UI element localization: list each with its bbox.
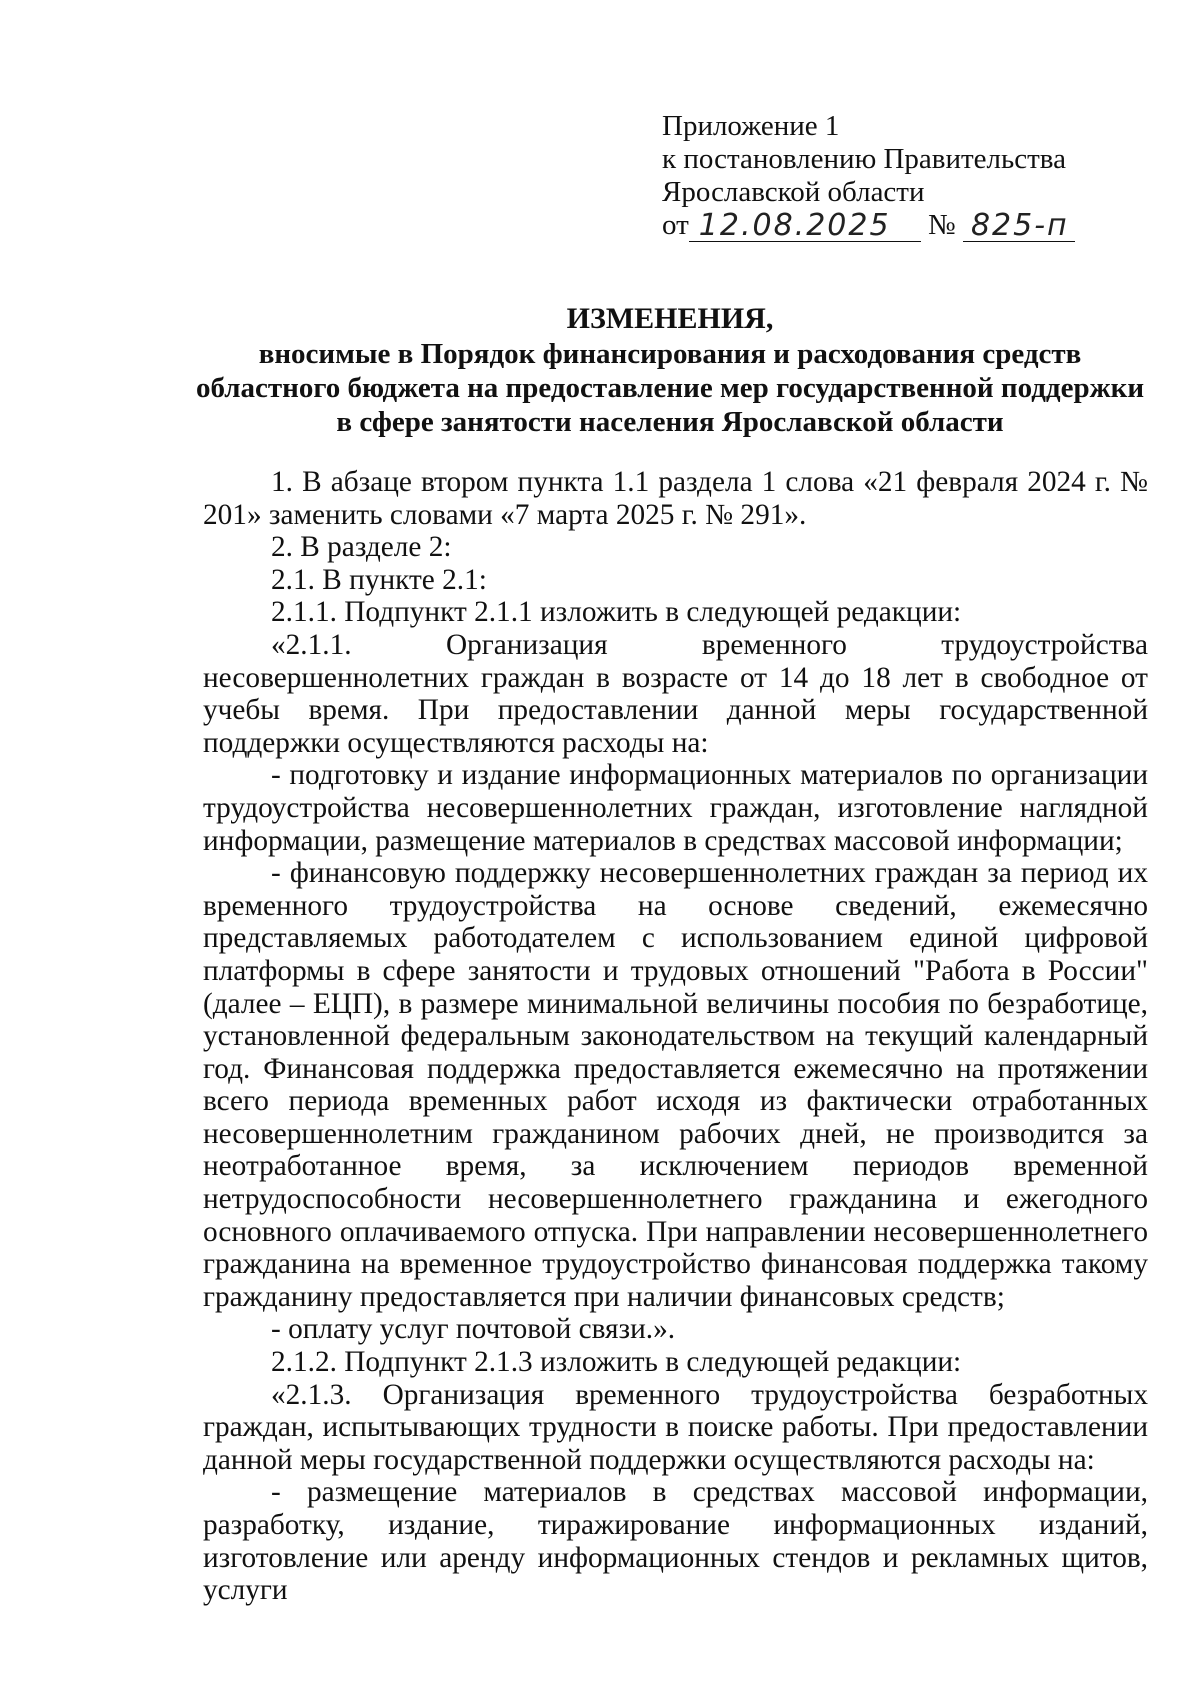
- document-body: [203, 466, 1148, 1607]
- appendix-block: [662, 110, 1122, 242]
- paragraph-1: 1. В абзаце втором пункта 1.1 раздела 1 слова «21 февраля 2024 г. № 201» заменить словами «7 марта 2025 г. № 291».: [203, 466, 1148, 531]
- paragraph-7: - финансовую поддержку несовершеннолетних граждан за период их временного трудоустройства на основе сведений, ежемесячно представляемых работодателем с использованием единой цифровой платформы в сфере занятости и трудовых отношений "Работа в России" (далее – ЕЦП), в размере минимальной величины пособия по безработице, установленной федеральным законодательством на текущий календарный год. Финансовая поддержка предоставляется ежемесячно на протяжении всего периода временных работ исходя из фактически отработанных несовершеннолетним гражданином рабочих дней, не производится за неотработанное время, за исключением периодов временной нетрудоспособности несовершеннолетнего гражданина и ежегодного основного оплачиваемого отпуска. При направлении несовершеннолетнего гражданина на временное трудоустройство финансовая поддержка такому гражданину предоставляется при наличии финансовых средств;: [203, 857, 1148, 1313]
- paragraph-4: 2.1.1. Подпункт 2.1.1 изложить в следующей редакции:: [271, 596, 962, 629]
- handwritten-number: 825-п: [963, 211, 1075, 242]
- paragraph-9: 2.1.2. Подпункт 2.1.3 изложить в следующей редакции:: [271, 1346, 962, 1379]
- appendix-line-2: к постановлению Правительства: [662, 143, 1066, 175]
- appendix-date-number-line: [662, 209, 1122, 242]
- title-line-3: в сфере занятости населения Ярославской области: [336, 406, 1004, 438]
- paragraph-6: - подготовку и издание информационных материалов по организации трудоустройства несовершеннолетних граждан, изготовление наглядной информации, размещение материалов в средствах массовой информации;: [203, 759, 1148, 857]
- date-prefix: от: [662, 209, 689, 241]
- document-title: [190, 302, 1150, 439]
- paragraph-2: 2. В разделе 2:: [271, 531, 452, 564]
- title-line-2: областного бюджета на предоставление мер государственной поддержки: [195, 372, 1145, 404]
- paragraph-5: «2.1.1. Организация временного трудоустройства несовершеннолетних граждан в возрасте от 14 до 18 лет в свободное от учебы время. При предоставлении данной меры государственной поддержки осуществляются расходы на:: [203, 628, 1148, 759]
- paragraph-8: - оплату услуг почтовой связи.».: [271, 1313, 676, 1346]
- paragraph-10: «2.1.3. Организация временного трудоустройства безработных граждан, испытывающих трудности в поиске работы. При предоставлении данной меры государственной поддержки осуществляются расходы на:: [203, 1378, 1148, 1476]
- paragraph-11: - размещение материалов в средствах массовой информации, разработку, издание, тиражирование информационных изданий, изготовление или аренду информационных стендов и рекламных щитов, услуги: [203, 1476, 1148, 1607]
- title-heading: ИЗМЕНЕНИЯ,: [566, 302, 774, 335]
- title-line-1: вносимые в Порядок финансирования и расходования средств: [258, 338, 1082, 370]
- paragraph-3: 2.1. В пункте 2.1:: [271, 563, 487, 596]
- appendix-line-1: Приложение 1: [662, 110, 840, 142]
- appendix-line-3: Ярославской области: [662, 176, 925, 208]
- number-prefix: №: [928, 209, 956, 241]
- handwritten-date: 12.08.2025: [689, 211, 921, 242]
